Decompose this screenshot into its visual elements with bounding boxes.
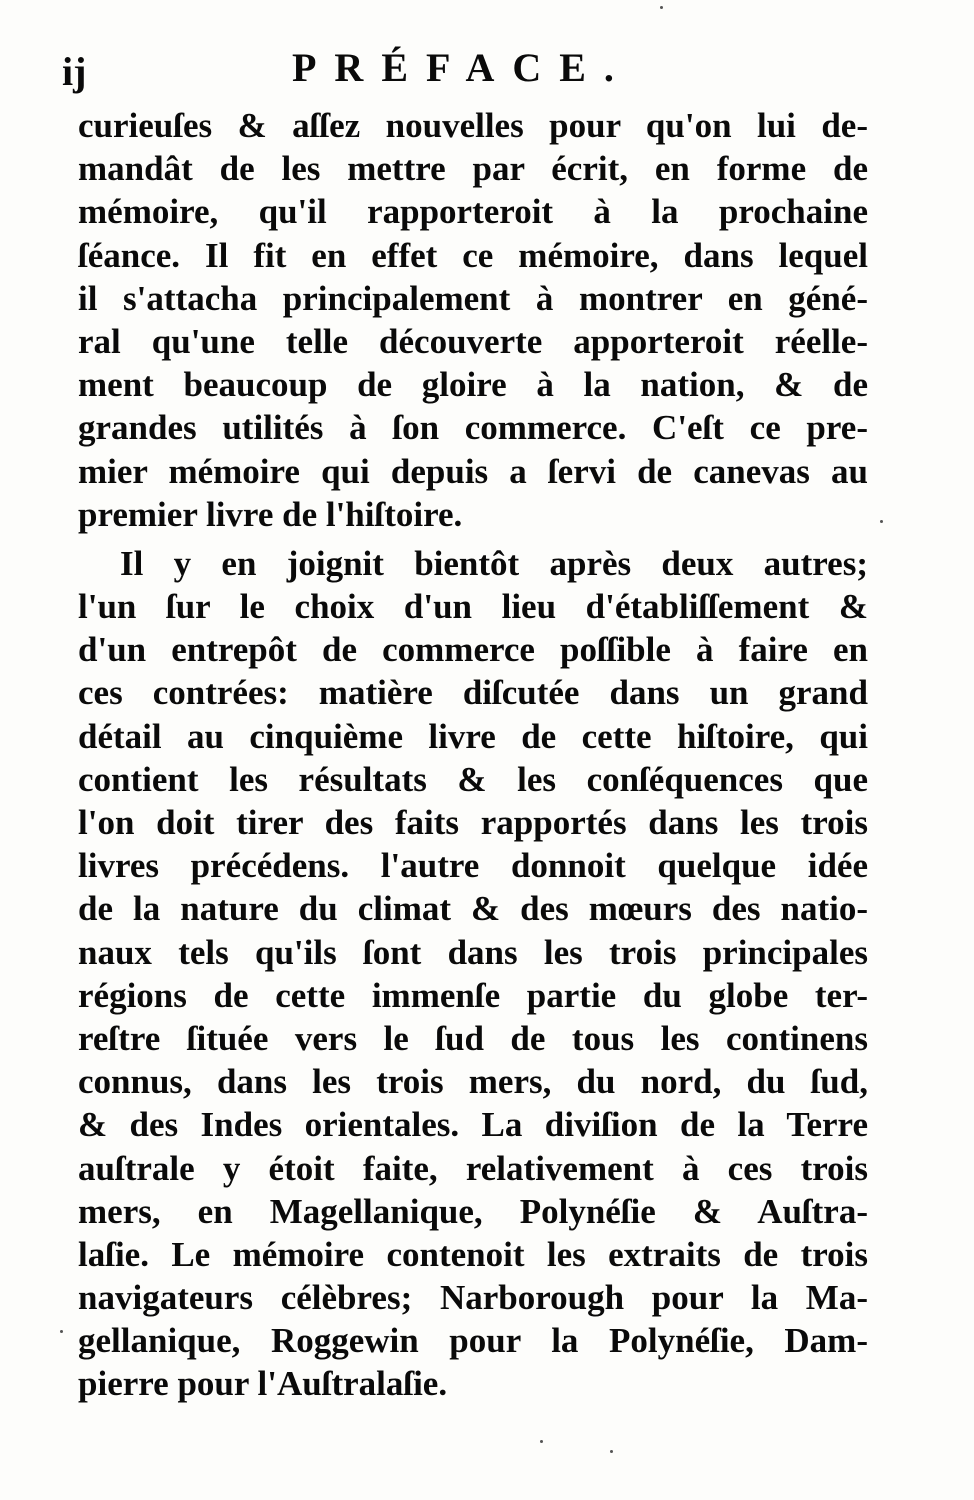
text-line: navigateurs célèbres; Narborough pour la Ma- [78,1278,868,1318]
print-speck [880,520,883,523]
text-line: auſtrale y étoit faite, relativement à ces trois [78,1148,868,1188]
text-line: détail au cinquième livre de cette hiſtoire, qui [78,716,868,756]
text-line: curieuſes & aſſez nouvelles pour qu'on lui de- [78,106,868,145]
body-text [78,104,868,1406]
text-line: l'on doit tirer des faits rapportés dans les trois [78,803,868,842]
text-line: il s'attacha principalement à montrer en géné- [78,278,868,318]
text-line: mandât de les mettre par écrit, en forme de [78,149,868,189]
text-line: gellanique, Roggewin pour la Polynéſie, Dam- [78,1321,868,1361]
text-line: grandes utilités à ſon commerce. C'eſt ce pre- [78,408,868,448]
text-line: naux tels qu'ils ſont dans les trois principales [78,932,868,972]
print-speck [60,1330,63,1333]
text-line: connus, dans les trois mers, du nord, du ſud, [78,1062,868,1102]
text-line: laſie. Le mémoire contenoit les extraits de trois [78,1234,868,1274]
text-line: mier mémoire qui depuis a ſervi de canevas au [78,451,868,491]
text-line: ſéance. Il fit en effet ce mémoire, dans lequel [78,235,868,275]
text-line: ral qu'une telle découverte apporteroit réelle- [78,321,868,361]
print-speck [660,6,663,9]
text-line: premier livre de l'hiſtoire. [78,494,463,534]
text-line: & des Indes orientales. La diviſion de la Terre [78,1105,868,1145]
text-line: l'un ſur le choix d'un lieu d'établiſſement & [78,587,868,627]
text-line: reſtre ſituée vers le ſud de tous les continens [78,1018,868,1058]
text-line: d'un entrepôt de commerce poſſible à faire en [78,630,868,670]
text-line: de la nature du climat & des mœurs des natio- [78,889,868,929]
text-line: ces contrées: matière diſcutée dans un grand [78,673,868,713]
print-speck [540,1440,543,1443]
text-line: ment beaucoup de gloire à la nation, & de [78,365,868,405]
text-line: contient les résultats & les conſéquences que [78,759,868,799]
text-line: pierre pour l'Auſtralaſie. [78,1364,448,1404]
text-line: mémoire, qu'il rapporteroit à la prochaine [78,192,868,232]
print-speck [610,1450,613,1453]
text-line: régions de cette immenſe partie du globe ter- [78,975,868,1015]
page-number: ij [62,49,87,94]
text-line: mers, en Magellanique, Polynéſie & Auſtra- [78,1191,868,1231]
page-header [62,40,882,100]
running-title: PRÉFACE. [292,45,632,90]
text-line: Il y en joignit bientôt après deux autres; [120,543,868,583]
text-line: livres précédens. l'autre donnoit quelque idée [78,846,868,886]
